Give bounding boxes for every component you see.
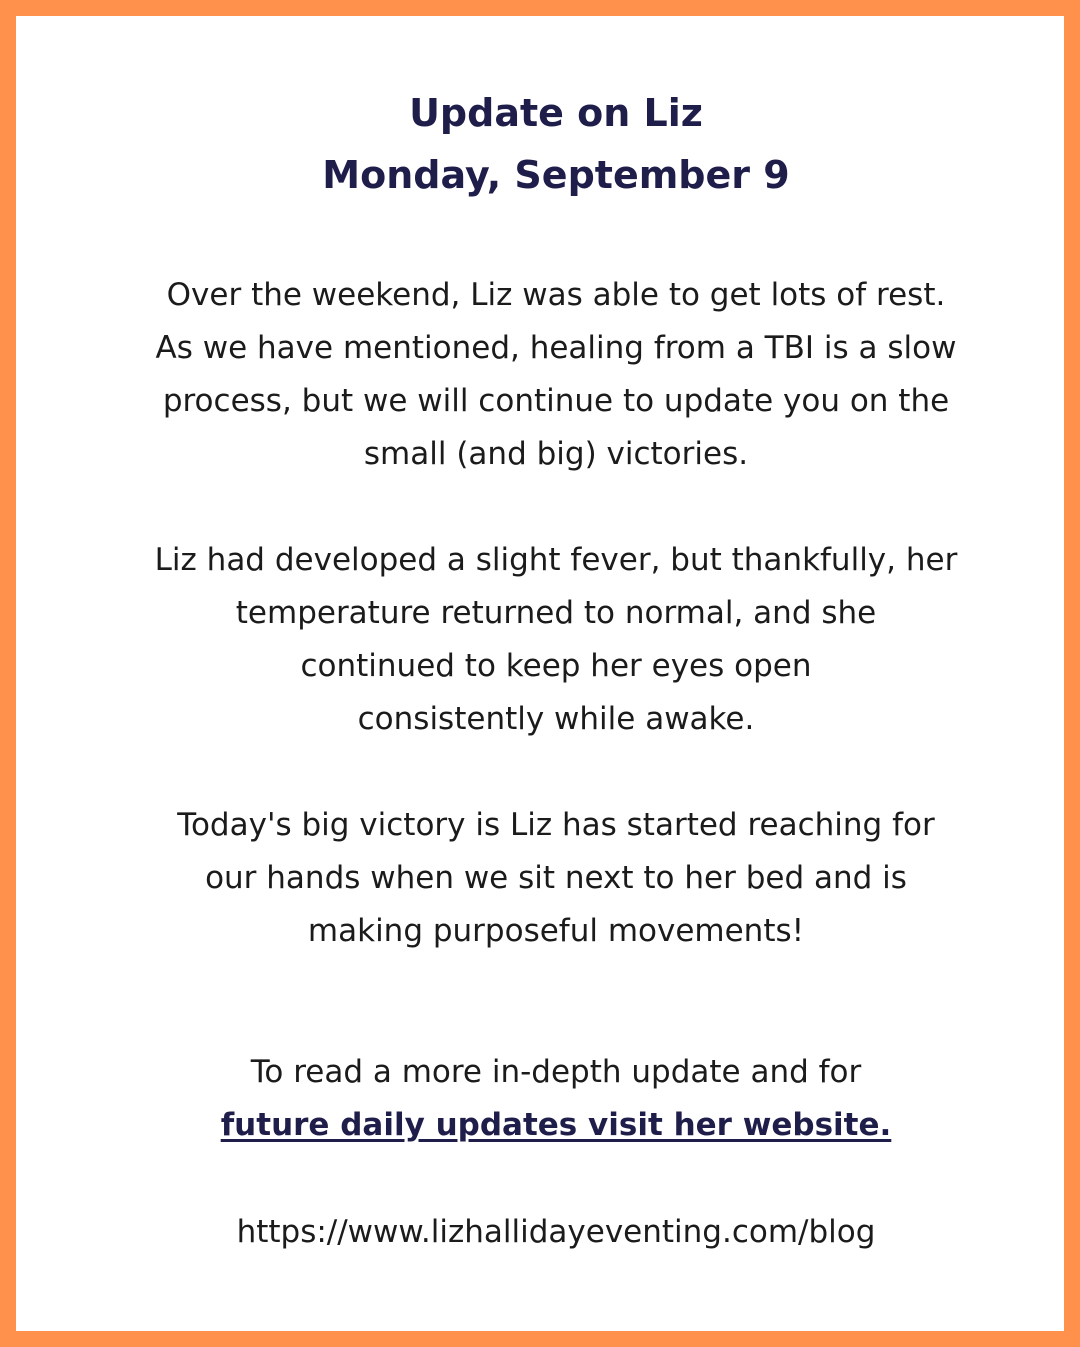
text-line: our hands when we sit next to her bed and is [205, 860, 907, 896]
text-line: consistently while awake. [357, 701, 755, 737]
text-line: temperature returned to normal, and she [235, 595, 877, 631]
text-line: As we have mentioned, healing from a TBI is a slow [155, 330, 957, 366]
text-line: continued to keep her eyes open [300, 648, 812, 684]
text-line: Liz had developed a slight fever, but thankfully, her [154, 542, 958, 578]
post-date: Monday, September 9 [322, 153, 790, 197]
post-title: Update on Liz [409, 91, 703, 135]
paragraph-victory [76, 799, 1036, 958]
website-link[interactable]: future daily updates visit her website. [220, 1107, 892, 1143]
text-line: Today's big victory is Liz has started reaching for [177, 807, 935, 843]
paragraph-weekend-rest [76, 269, 1036, 481]
text-line: Over the weekend, Liz was able to get lots of rest. [166, 277, 946, 313]
text-line: small (and big) victories. [363, 436, 749, 472]
blog-url: https://www.lizhallidayeventing.com/blog [236, 1214, 876, 1250]
cta-text: To read a more in-depth update and for [250, 1054, 862, 1090]
paragraph-fever [76, 534, 1036, 746]
text-line: making purposeful movements! [307, 913, 805, 949]
paragraph-call-to-action [76, 1046, 1036, 1152]
text-line: process, but we will continue to update you on the [162, 383, 950, 419]
